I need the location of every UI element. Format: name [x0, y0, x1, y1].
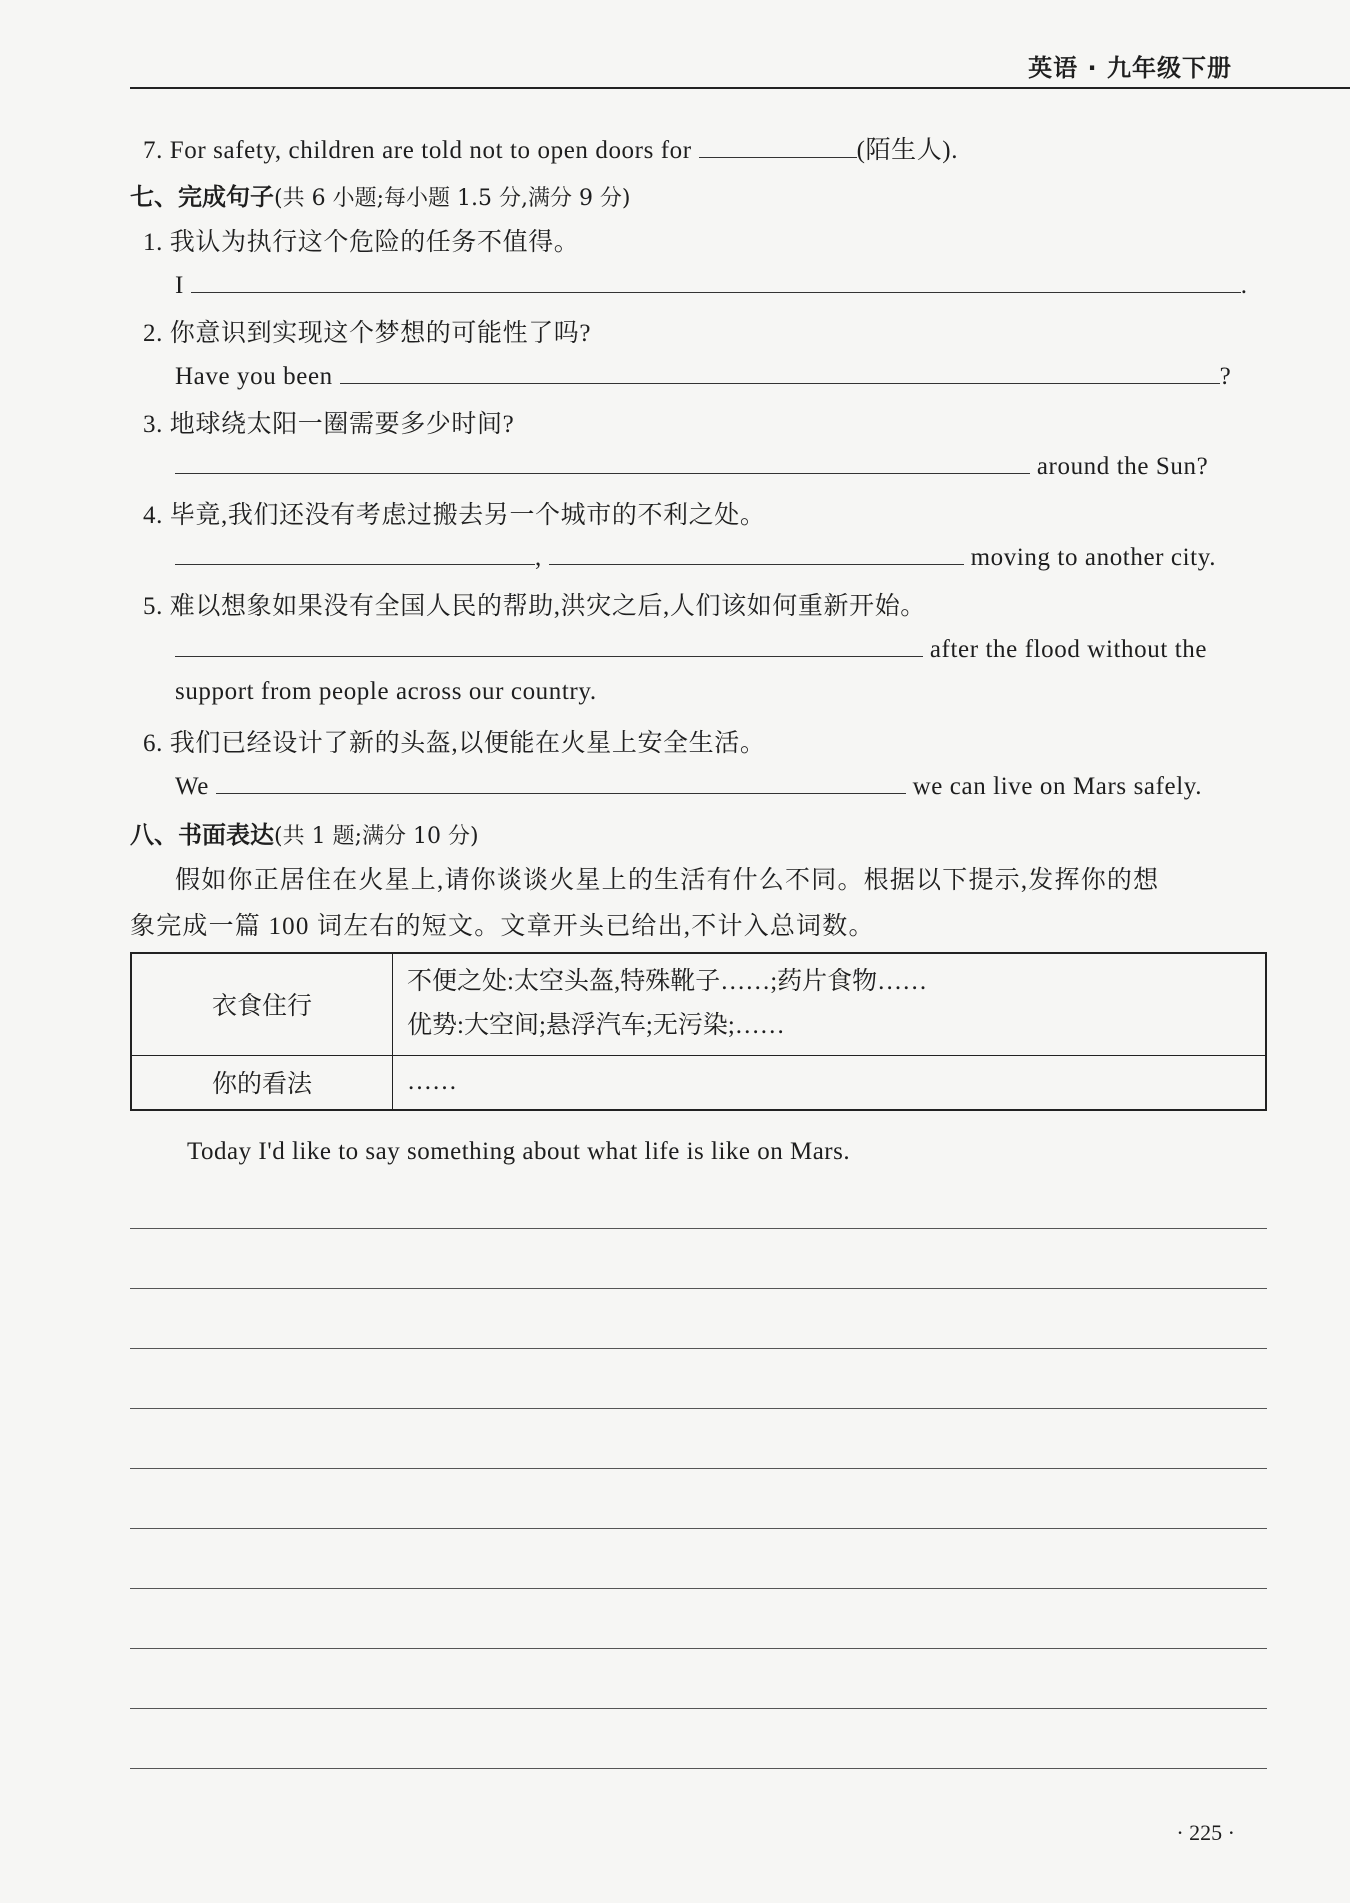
hint-table [130, 952, 1267, 1111]
page-number: · 225 · [1176, 1820, 1235, 1845]
writing-line[interactable] [130, 1348, 1267, 1349]
table-content [393, 953, 1267, 1055]
section8-title: 八、书面表达 [130, 821, 274, 849]
item2-end: ? [1219, 363, 1232, 390]
answer-blank[interactable] [699, 133, 857, 158]
item1-blank[interactable] [191, 268, 1241, 293]
item2-blank[interactable] [340, 359, 1220, 384]
writing-line[interactable] [130, 1708, 1267, 1709]
item4-answer [175, 540, 1216, 572]
item6-answer [175, 769, 1202, 801]
writing-line[interactable] [130, 1588, 1267, 1589]
writing-line[interactable] [130, 1468, 1267, 1469]
prev-item-hint: (陌生人). [856, 137, 959, 164]
table-label: 你的看法 [131, 1055, 393, 1110]
item2-start: Have you been [175, 363, 333, 390]
item4-blank-2[interactable] [549, 540, 964, 565]
item2-answer [175, 359, 1231, 391]
item1-chinese: 1. 我认为执行这个危险的任务不值得。 [143, 229, 580, 256]
item1-start: I [175, 272, 184, 299]
header-rule [130, 87, 1350, 89]
section8-heading [130, 815, 479, 850]
section8-note: (共 1 题;满分 10 分) [274, 824, 479, 849]
essay-opening: Today I'd like to say something about what life is like on Mars. [187, 1138, 851, 1165]
item4-comma: , [535, 544, 542, 571]
item3-answer [175, 449, 1208, 481]
section7-note: (共 6 小题;每小题 1.5 分,满分 9 分) [274, 186, 631, 211]
writing-line[interactable] [130, 1408, 1267, 1409]
table-content [393, 1055, 1267, 1110]
prompt-line-2: 象完成一篇 100 词左右的短文。文章开头已给出,不计入总词数。 [130, 913, 875, 940]
item3-chinese: 3. 地球绕太阳一圈需要多少时间? [143, 411, 515, 438]
item5-end: after the flood without the [929, 636, 1208, 663]
prev-item-7 [143, 130, 958, 166]
item6-chinese: 6. 我们已经设计了新的头盔,以便能在火星上安全生活。 [143, 730, 766, 757]
item1-end: . [1240, 272, 1248, 299]
item3-end: around the Sun? [1036, 453, 1209, 480]
item5-continuation: support from people across our country. [175, 678, 597, 705]
item3-blank[interactable] [175, 449, 1030, 474]
writing-line[interactable] [130, 1228, 1267, 1229]
writing-line[interactable] [130, 1288, 1267, 1289]
table-row [131, 1055, 1266, 1110]
table-label: 衣食住行 [131, 953, 393, 1055]
item4-blank-1[interactable] [175, 540, 535, 565]
table-line: 不便之处:太空头盔,特殊靴子……;药片食物…… [407, 968, 928, 996]
item2-chinese: 2. 你意识到实现这个梦想的可能性了吗? [143, 320, 592, 347]
book-title: 英语 · 九年级下册 [1028, 54, 1232, 82]
item4-chinese: 4. 毕竟,我们还没有考虑过搬去另一个城市的不利之处。 [143, 502, 766, 529]
item6-start: We [175, 773, 209, 800]
table-line: …… [407, 1068, 457, 1096]
table-line: 优势:大空间;悬浮汽车;无污染;…… [407, 1012, 785, 1040]
item6-blank[interactable] [216, 769, 906, 794]
writing-line[interactable] [130, 1648, 1267, 1649]
item6-end: we can live on Mars safely. [912, 773, 1203, 800]
prompt-line-1: 假如你正居住在火星上,请你谈谈火星上的生活有什么不同。根据以下提示,发挥你的想 [175, 867, 1160, 894]
section7-heading [130, 177, 631, 212]
item1-answer [175, 268, 1248, 300]
item5-chinese: 5. 难以想象如果没有全国人民的帮助,洪灾之后,人们该如何重新开始。 [143, 593, 926, 620]
writing-line[interactable] [130, 1768, 1267, 1769]
section7-title: 七、完成句子 [130, 183, 274, 211]
item5-blank[interactable] [175, 632, 923, 657]
item5-answer [175, 632, 1207, 664]
table-row [131, 953, 1266, 1055]
writing-line[interactable] [130, 1528, 1267, 1529]
prev-item-text: 7. For safety, children are told not to open doors for [143, 137, 692, 164]
item4-end: moving to another city. [970, 544, 1217, 571]
